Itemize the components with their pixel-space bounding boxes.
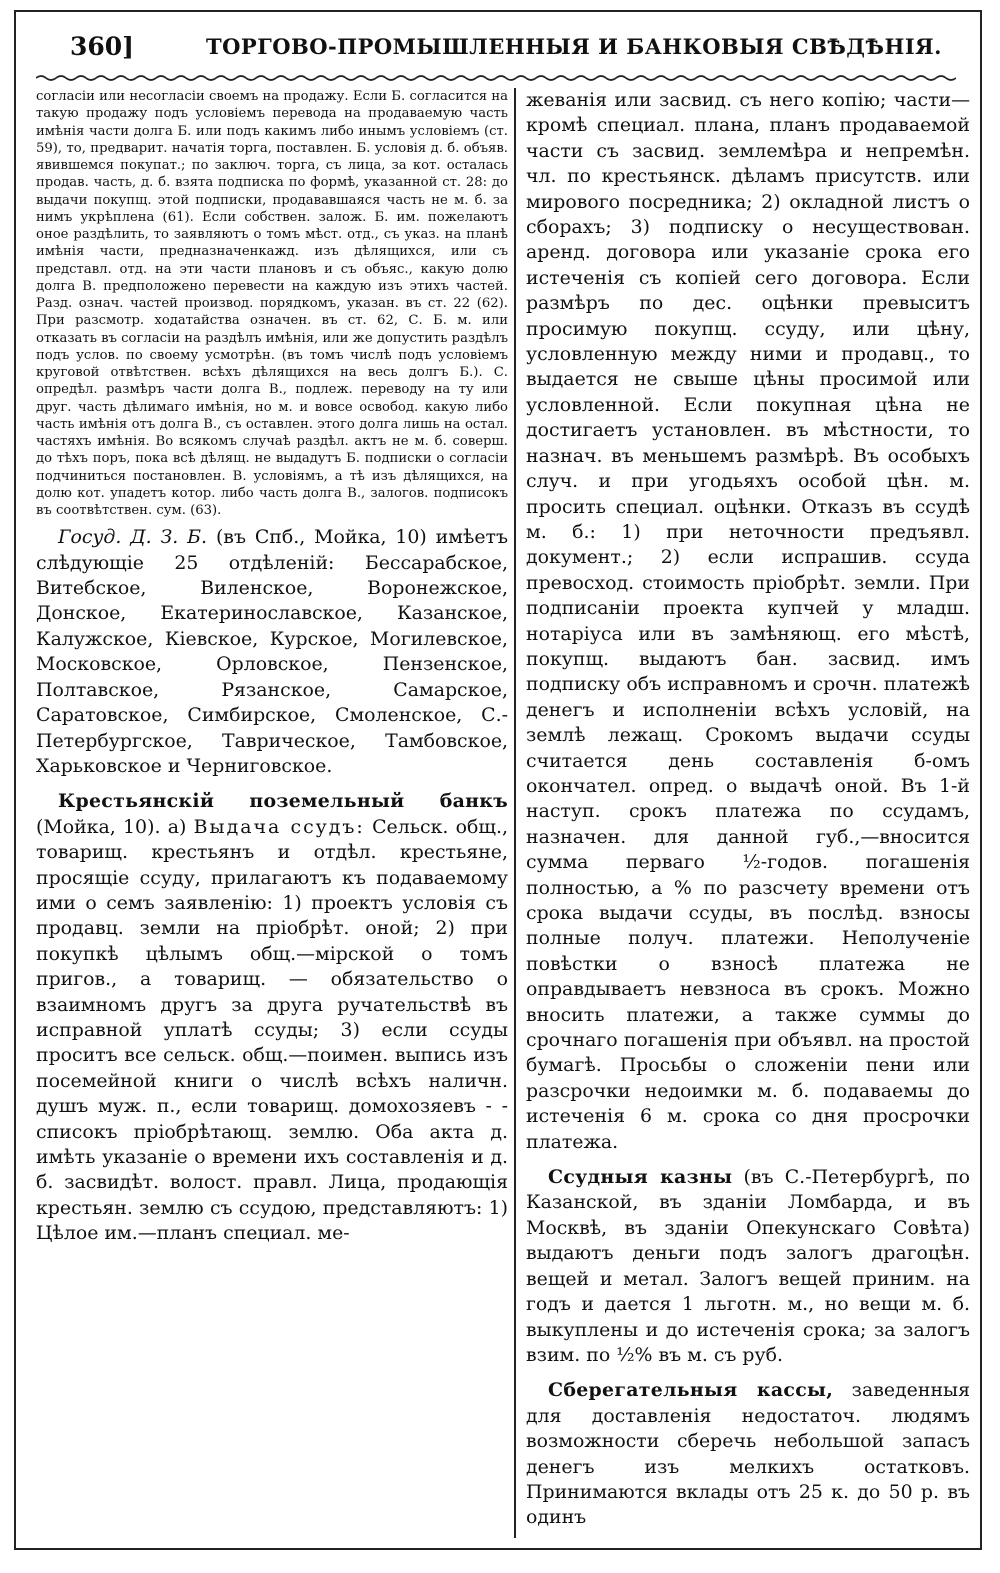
right-column bbox=[526, 88, 970, 1538]
left-column bbox=[36, 88, 508, 1538]
loan-offices-heading: Ссудныя казны bbox=[548, 1166, 733, 1189]
state-bank-text: (въ Спб., Мойка, 10) имѣетъ слѣдующіе 25 отдѣленій: Бессарабское, Витебское, Виленское, Воронежское, Донское, Екатеринославское, Казанское, Калужское, Кіевское, Курское, Могилевское, Московское, Орловское, Пензенское, Полтавское, Рязанское, Самарское, Саратовское, Симбирское, Смоленское, С.-Петербургское, Таврическое, Тамбовское, Харьковское и Черниговское. bbox=[36, 526, 508, 777]
state-bank-heading: Госуд. Д. З. Б. bbox=[58, 526, 208, 549]
peasant-bank-heading: Крестьянскій поземельный банкъ bbox=[58, 790, 508, 813]
column-divider bbox=[514, 88, 516, 1538]
mortgage-division-paragraph: согласіи или несогласіи своемъ на продажу. Если Б. согласится на такую продажу подъ условіемъ перевода на продаваемую часть имѣнія части долга Б. или подъ какимъ либо инымъ условіемъ (ст. 59), то, предварит. начатія торга, поставлен. Б. условія д. б. объяв. явившемся покупат.; по заключ. торга, съ лица, за кот. осталась продав. часть, д. б. взята подписка по формѣ, указанной ст. 28: до выдачи покупщ. этой подписки, продававшаяся часть не м. б. за нимъ укрѣплена (61). Если собствен. залож. Б. им. пожелаютъ оное раздѣлить, то заявляютъ о томъ мѣст. отд., съ указ. на планѣ имѣнія части, предназначенкажд. изъ дѣлящихся, или съ представл. отд. на эти части плановъ и съ объяс., какую долю долга В. предположено перевести на каждую изъ этихъ частей. Разд. означ. частей производ. порядкомъ, указан. въ ст. 22 (62). При разсмотр. ходатайства означен. въ ст. 62, С. Б. м. или отказать въ согласіи на раздѣлъ имѣнія, или же допустить раздѣлъ подъ услов. по своему усмотрѣн. (въ томъ числѣ подъ условіемъ круговой отвѣтствен. всѣхъ дѣлящихся на весь долгъ Б.). С. опредѣл. размѣръ части долга В., подлеж. переводу на ту или друг. часть дѣлимаго имѣнія, но м. и вовсе освобод. какую либо часть имѣнія отъ долга В., съ оставлен. этого долга лишь на остал. частяхъ имѣнія. Во всякомъ случаѣ раздѣл. актъ не м. б. соверш. до тѣхъ поръ, пока всѣ дѣлящ. не выдадутъ Б. подписки о согласіи подчиниться постановлен. В. условіямъ, а тѣ изъ дѣлящихся, на долю кот. упадетъ котор. либо часть долга В., залогов. подписокъ въ соотвѣтствен. сум. (63). bbox=[36, 89, 508, 518]
text-columns bbox=[36, 88, 970, 1538]
savings-text: заведенныя для доставленія недостаточ. людямъ возможности сберечь небольшой запасъ денегъ изъ мелкихъ остатковъ. Принимаются вклады отъ 25 к. до 50 р. въ одинъ bbox=[526, 1379, 970, 1529]
savings-paragraph bbox=[526, 1378, 970, 1530]
peasant-bank-text: Сельск. общ., товарищ. крестьянъ и отдѣл. крестьяне, просящіе ссуду, прилагаютъ къ подаваемому ими о семъ заявленію: 1) проектъ условія съ продавц. земли на пріобрѣт. оной; 2) при покупкѣ цѣлымъ общ.—мірской о томъ пригов., а товарищ. — обязательство о взаимномъ другъ за друга ручательствѣ въ исправной уплатѣ ссуды; 3) если ссуды проситъ все сельск. общ.—поимен. выпись изъ посемейной книги о числѣ всѣхъ наличн. душъ муж. п., если товарищ. домохозяевъ - - списокъ пріобрѣтающ. землю. Оба акта д. имѣть указаніе о времени ихъ составленія и д. б. засвидѣт. волост. правл. Лица, продающія крестьян. землю съ ссудою, представляютъ: 1) Цѣлое им.—планъ специал. ме- bbox=[36, 815, 508, 1245]
peasant-bank-paragraph bbox=[36, 789, 508, 1246]
loans-heading: Выдача ссудъ: bbox=[193, 815, 365, 838]
state-bank-paragraph bbox=[36, 525, 508, 779]
loan-offices-paragraph bbox=[526, 1165, 970, 1368]
peasant-bank-address: (Мойка, 10). а) bbox=[36, 815, 194, 838]
running-head: ТОРГОВО-ПРОМЫШЛЕННЫЯ И БАНКОВЫЯ СВѢДѢНІЯ. bbox=[206, 34, 942, 59]
document-page bbox=[14, 10, 982, 1550]
loan-offices-text: (въ С.-Петербургѣ, по Казанской, въ зданіи Ломбарда, и въ Москвѣ, въ зданіи Опекунскаго Совѣта) выдаютъ деньги подъ залогъ драгоцѣн. вещей и метал. Залогъ вещей приним. на годъ и дается 1 льготн. м., но вещи м. б. выкуплены и до истеченія срока; за залогъ взим. по ½% въ м. съ руб. bbox=[526, 1166, 970, 1366]
header-wavy-rule bbox=[36, 74, 956, 82]
loans-continued-paragraph: жеванія или засвид. съ него копію; части—кромѣ специал. плана, планъ продаваемой части съ засвид. землемѣра и непремѣн. чл. по крестьянск. дѣламъ присутств. или мирового посредника; 2) окладной листъ о сборахъ; 3) подписку о несуществован. аренд. договора или указаніе срока его истеченія съ копіей сего договора. Если размѣръ по дес. оцѣнки превыситъ просимую покупщ. ссуду, или цѣну, условленную между ними и продавц., то выдается не свыше цѣны просимой или условленной. Если покупная цѣна не достигаетъ установлен. въ мѣстности, то назнач. въ меньшемъ размѣрѣ. Въ особыхъ случ. и при угодьяхъ особой цѣн. м. просить специал. оцѣнки. Отказъ въ ссудѣ м. б.: 1) при неточности предъявл. документ.; 2) если испрашив. ссуда превосход. стоимость пріобрѣт. земли. При подписаніи проекта купчей у младш. нотаріуса или въ замѣняющ. его мѣстѣ, покупщ. выдаютъ бан. засвид. имъ подписку объ исправномъ и срочн. платежѣ денегъ и исполненіи всѣхъ условій, на землѣ лежащ. Срокомъ выдачи ссуды считается день составленія б-омъ окончател. опред. о выдачѣ оной. Въ 1-й наступ. срокъ платежа по ссудамъ, назначен. для данной губ.,—вносится сумма перваго ½-годов. погашенія полностью, а % по разсчету времени отъ срока выдачи ссуды, въ послѣд. взносы полные получ. платежи. Неполученіе повѣстки о взносѣ платежа не оправдываетъ невзноса въ срокъ. Можно вносить платежи, а также суммы до срочнаго погашенія при объявл. на простой бумагѣ. Просьбы о сложеніи пени или разсрочки недоимки м. б. подаваемы до истеченія 6 м. срока со дня просрочки платежа. bbox=[526, 89, 970, 1153]
page-number: 360] bbox=[70, 32, 135, 61]
page-header bbox=[16, 12, 980, 70]
savings-heading: Сберегательныя кассы, bbox=[548, 1379, 834, 1402]
